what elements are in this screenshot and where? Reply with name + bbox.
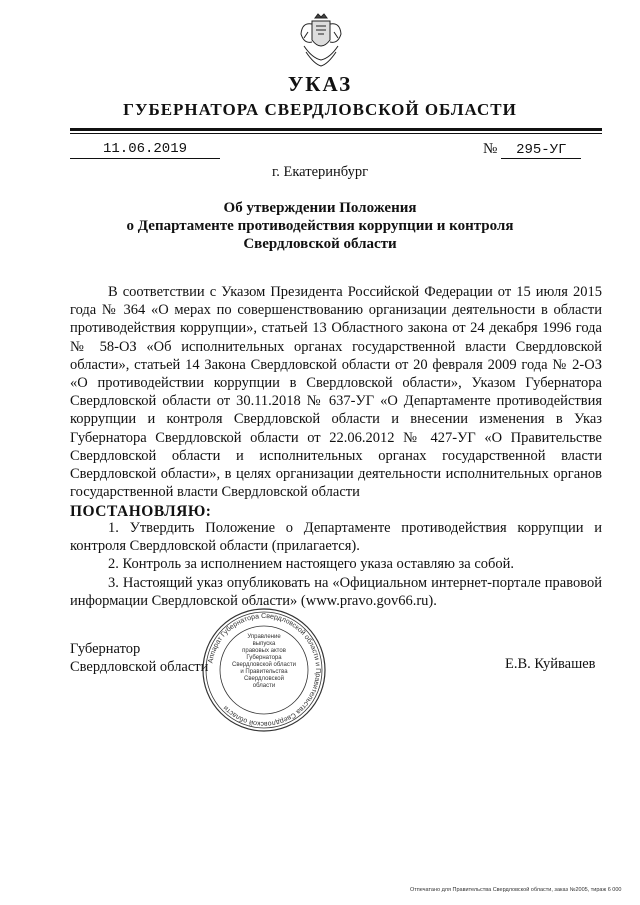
svg-text:Свердловской области: Свердловской области: [231, 662, 297, 668]
signatory-position: [70, 640, 208, 676]
decree-issuer: ГУБЕРНАТОРА СВЕРДЛОВСКОЙ ОБЛАСТИ: [123, 100, 517, 119]
heading-line-1: Об утверждении Положения: [223, 200, 417, 216]
position-line-2: Свердловской области: [70, 659, 209, 675]
decree-item-1: 1. Утвердить Положение о Департаменте противодействия коррупции и контроля Свердловской области (прилагается).: [70, 520, 602, 555]
svg-text:правовых актов: правовых актов: [242, 648, 286, 654]
position-line-1: Губернатор: [70, 641, 141, 657]
preamble-paragraph: В соответствии с Указом Президента Российской Федерации от 15 июля 2015 года № 364 «О мерах по совершенствованию организации деятельности в области противодействия коррупции», статьей 13 Областного закона от 24 декабря 1996 года № 58-ОЗ «Об исполнительных органах государственной власти Свердловской области», статьей 14 Закона Свердловской области от 20 февраля 2009 года № 2-ОЗ «О противодействии коррупции в Свердловской области», Указом Губернатора Свердловской области от 30.11.2018 № 637-УГ «О Департаменте противодействия коррупции и контроля Свердловской области и внесении изменения в Указ Губернатора Свердловской области от 22.06.2012 № 427-УГ «О Правительстве Свердловской области и исполнительных органах государственной власти Свердловской области», в целях организации деятельности исполнительных органов государственной власти Свердловской области: [70, 284, 602, 501]
print-footer: Отпечатано для Правительства Свердловской области, заказ №2005, тираж 6 000: [410, 887, 622, 893]
preamble: [70, 283, 602, 501]
svg-text:Аппарат Губернатора Свердловск: Аппарат Губернатора Свердловской области и Правительства Свердловской области: [207, 612, 322, 728]
header-rule-thick: [70, 128, 602, 131]
svg-text:выпуска: выпуска: [252, 641, 276, 647]
decree-date: 11.06.2019: [70, 141, 220, 159]
heading-line-3: Свердловской области: [243, 236, 397, 252]
decree-item-3: 3. Настоящий указ опубликовать на «Официальном интернет-портале правовой информации Свердловской области» (www.pravo.gov66.ru).: [70, 574, 602, 609]
svg-text:Губернатора: Губернатора: [246, 655, 282, 661]
svg-text:Свердловской: Свердловской: [244, 676, 284, 682]
decree-title: УКАЗ: [287, 72, 353, 96]
header-rule-thin: [70, 133, 602, 134]
decree-word: ПОСТАНОВЛЯЮ:: [70, 503, 212, 520]
decree-number-block: [483, 140, 601, 159]
heading-line-2: о Департаменте противодействия коррупции и контроля: [126, 218, 514, 234]
issue-city: г. Екатеринбург: [271, 164, 369, 180]
decree-item-2: 2. Контроль за исполнением настоящего указа оставляю за собой.: [108, 556, 515, 573]
coat-of-arms-emblem: [298, 12, 344, 70]
signatory-name: Е.В. Куйвашев: [505, 656, 596, 672]
official-stamp: [200, 606, 328, 734]
decree-heading: [120, 199, 520, 253]
svg-text:Управление: Управление: [247, 634, 281, 640]
number-sign: №: [483, 141, 498, 157]
svg-text:и Правительства: и Правительства: [240, 669, 288, 675]
decree-items: [70, 519, 602, 610]
svg-text:области: области: [252, 683, 276, 689]
decree-number: 295-УГ: [501, 142, 581, 159]
